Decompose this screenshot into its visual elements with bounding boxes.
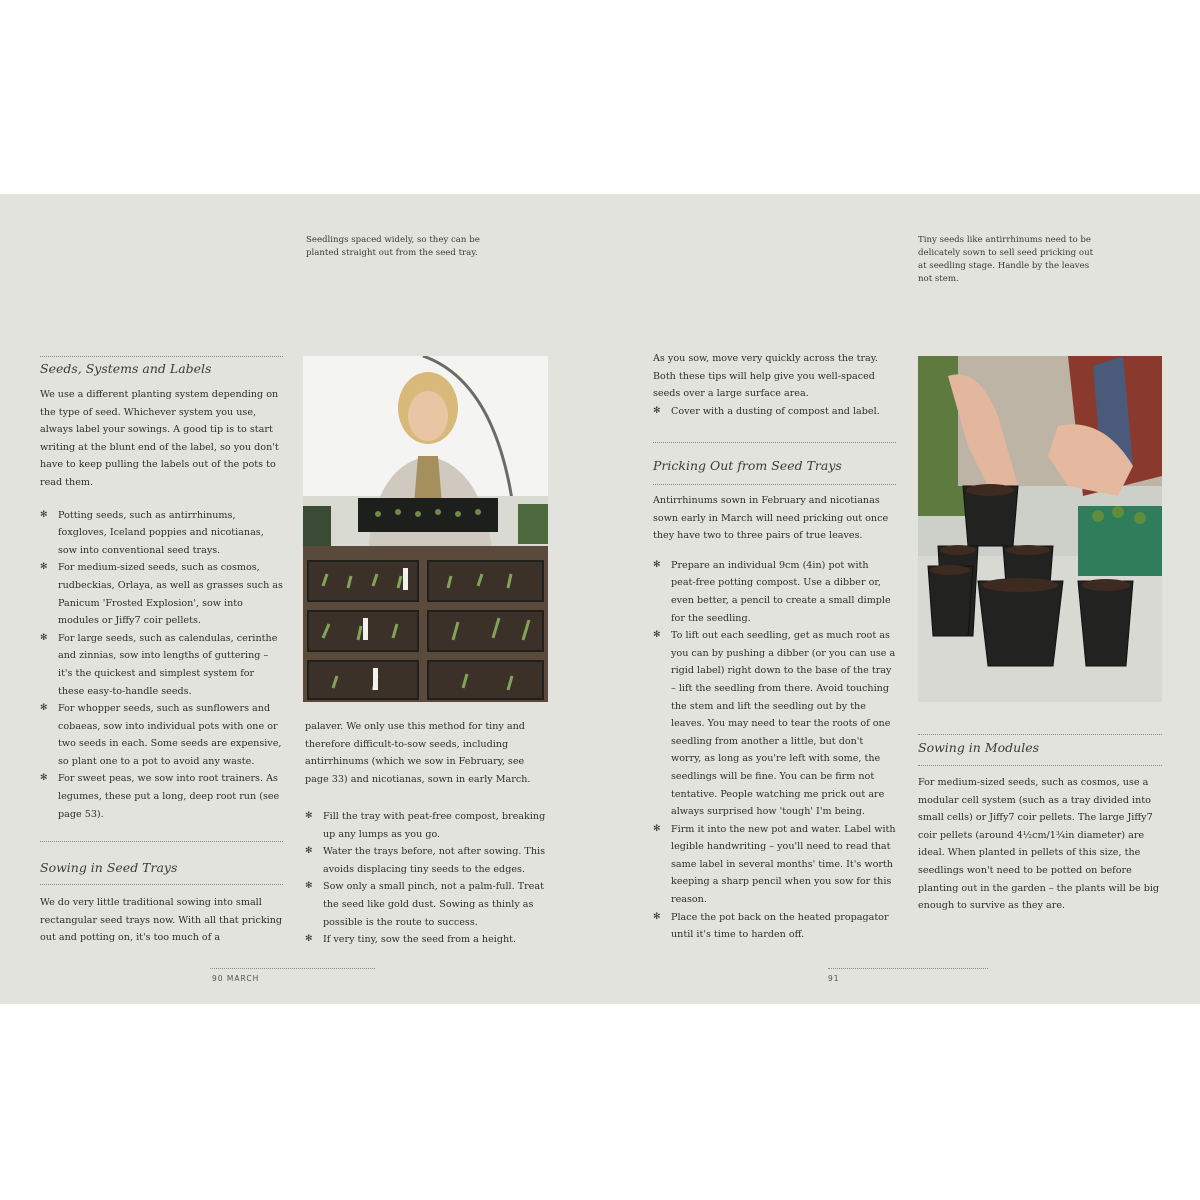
- list-item: ✻ For whopper seeds, such as sunflowers and cobaeas, sow into individual pots with one or two seeds in each. Some seeds are expensive, so plant one to a pot to avoid any waste.: [40, 700, 283, 770]
- divider: [653, 442, 896, 443]
- list-item: ✻ Firm it into the new pot and water. Label with legible handwriting – you'll need to read that same label in several months' time. It's worth keeping a sharp pencil when you sow for this reason.: [653, 821, 896, 909]
- list-item: ✻ Sow only a small pinch, not a palm-full. Treat the seed like gold dust. Sowing as thinly as possible is the route to success.: [305, 878, 548, 931]
- list-item: ✻ To lift out each seedling, get as much root as you can by pushing a dibber (or you can use a rigid label) right down to the base of the tray – lift the seedling from there. Avoid touching the stem and lift the seedling out by the leaves. You may need to tear the roots of one seedling from another a little, but don't worry, as long as you're left with some, the seedlings will be fine. You can be firm not tentative. People watching me prick out are always surprised how 'tough' I'm being.: [653, 627, 896, 821]
- footer-rule: [828, 968, 988, 969]
- pricking-out-intro: Antirrhinums sown in February and nicotianas sown early in March will need pricking out once they have two to three pairs of true leaves.: [653, 495, 889, 542]
- section-heading-seeds-systems: Seeds, Systems and Labels: [40, 361, 212, 376]
- left-column-1: [40, 386, 283, 823]
- list-item: ✻ Place the pot back on the heated propagator until it's time to harden off.: [653, 909, 896, 944]
- list-item: ✻ Potting seeds, such as antirrhinums, foxgloves, Iceland poppies and nicotianas, sow into conventional seed trays.: [40, 507, 283, 560]
- divider: [40, 841, 283, 842]
- divider: [40, 356, 283, 357]
- section-heading-pricking-out: Pricking Out from Seed Trays: [653, 458, 842, 473]
- divider: [653, 484, 896, 485]
- left-page-folio: 90 MARCH: [212, 974, 260, 983]
- left-photo-caption: Seedlings spaced widely, so they can be planted straight out from the seed tray.: [306, 235, 480, 258]
- list-item: ✻ Fill the tray with peat-free compost, breaking up any lumps as you go.: [305, 808, 548, 843]
- list-item: ✻ If very tiny, sow the seed from a height.: [305, 931, 548, 949]
- sowing-tips-paragraph: As you sow, move very quickly across the tray. Both these tips will help give you well-spaced seeds over a large surface area.: [653, 353, 878, 400]
- photo-pricking-out-pots: [918, 356, 1162, 702]
- list-item: ✻ For sweet peas, we sow into root trainers. As legumes, these put a long, deep root run (see page 53).: [40, 770, 283, 823]
- right-photo-caption: Tiny seeds like antirrhinums need to be delicately sown to sell seed pricking out at seedling stage. Handle by the leaves not stem.: [918, 235, 1094, 284]
- sowing-modules-paragraph: For medium-sized seeds, such as cosmos, use a modular cell system (such as a tray divided into small cells) or Jiffy7 coir pellets. The large Jiffy7 coir pellets (around 4½cm/1¾in diameter) are ideal. When planted in pellets of this size, the seedlings won't need to be potted on before planting out in the garden – the plants will be big enough to survive as they are.: [918, 777, 1160, 912]
- list-item: ✻ Prepare an individual 9cm (4in) pot with peat-free potting compost. Use a dibber or, even better, a pencil to create a small dimple for the seedling.: [653, 557, 896, 627]
- pricking-out-illustration: [918, 356, 1162, 702]
- continuation-paragraph: palaver. We only use this method for tiny and therefore difficult-to-sow seeds, including antirrhinums (which we sow in February, see page 33) and nicotianas, sown in early March.: [305, 721, 531, 785]
- divider: [918, 734, 1162, 735]
- list-item: ✻ Water the trays before, not after sowing. This avoids displacing tiny seeds to the edges.: [305, 843, 548, 878]
- footer-rule: [210, 968, 375, 969]
- list-item: ✻ For large seeds, such as calendulas, cerinthe and zinnias, sow into lengths of guttering – it's the quickest and simplest system for these easy-to-handle seeds.: [40, 630, 283, 700]
- photo-woman-with-seed-tray: [303, 356, 548, 702]
- right-column-2: [653, 492, 896, 944]
- list-item: ✻ Cover with a dusting of compost and label.: [653, 403, 896, 421]
- cover-tip-list: [653, 403, 896, 421]
- woman-seed-tray-illustration: [303, 356, 548, 702]
- seed-tray-steps-list: [305, 808, 548, 949]
- seeds-intro-paragraph: We use a different planting system depending on the type of seed. Whichever system you use, always label your sowings. A good tip is to start writing at the blunt end of the label, so you don't have to keep pulling the labels out of the pots to read them.: [40, 389, 279, 488]
- pricking-out-steps-list: [653, 557, 896, 944]
- seed-system-list: [40, 507, 283, 824]
- right-page-folio: 91: [828, 974, 840, 983]
- divider: [40, 884, 283, 885]
- right-column-1: [653, 350, 896, 420]
- section-heading-sowing-modules: Sowing in Modules: [918, 740, 1040, 755]
- divider: [918, 765, 1162, 766]
- list-item: ✻ For medium-sized seeds, such as cosmos, rudbeckias, Orlaya, as well as grasses such as Panicum 'Frosted Explosion', sow into modules or Jiffy7 coir pellets.: [40, 559, 283, 629]
- book-spread: [0, 194, 1200, 1004]
- sowing-seed-trays-paragraph: We do very little traditional sowing into small rectangular seed trays now. With all that pricking out and potting on, it's too much of a: [40, 897, 283, 944]
- section-heading-sowing-seed-trays: Sowing in Seed Trays: [40, 860, 178, 875]
